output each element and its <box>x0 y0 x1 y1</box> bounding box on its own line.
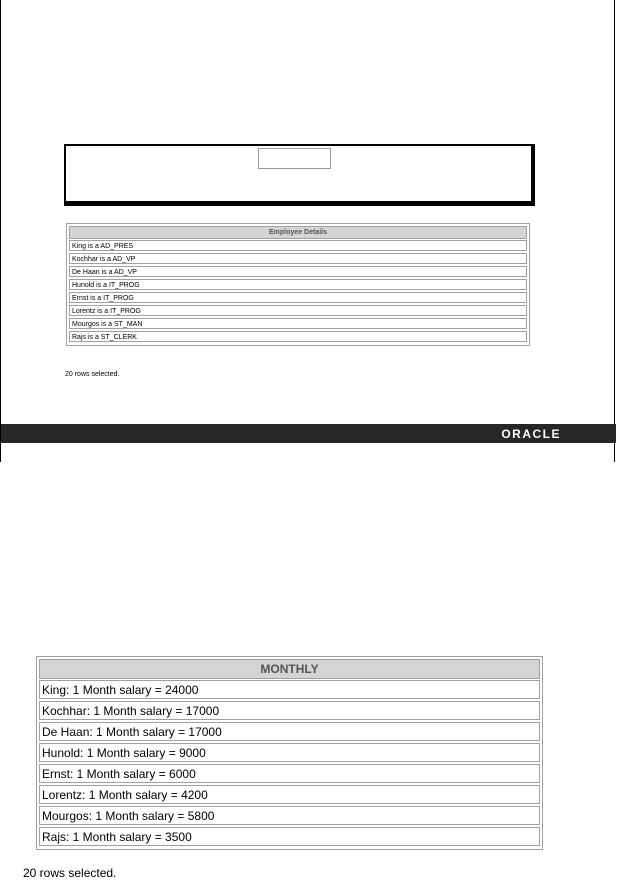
code-box <box>64 144 535 206</box>
table-row: Rajs: 1 Month salary = 3500 <box>39 827 540 846</box>
rows-selected-note: 20 rows selected. <box>23 866 117 880</box>
table-row: King: 1 Month salary = 24000 <box>39 680 540 699</box>
table-row: Hunold is a IT_PROG <box>69 279 527 290</box>
monthly-salary-table <box>36 656 543 850</box>
table-row: Kochhar: 1 Month salary = 17000 <box>39 701 540 720</box>
table-row: Hunold: 1 Month salary = 9000 <box>39 743 540 762</box>
rows-selected-note: 20 rows selected. <box>65 371 120 378</box>
table-row: Ernst is a IT_PROG <box>69 292 527 303</box>
table-row: Lorentz is a IT_PROG <box>69 305 527 316</box>
table-row: Mourgos is a ST_MAN <box>69 318 527 329</box>
table-header: Employee Details <box>69 226 527 239</box>
table-row: King is a AD_PRES <box>69 240 527 251</box>
table-row: Kochhar is a AD_VP <box>69 253 527 264</box>
employee-details-table <box>66 223 530 346</box>
table-header: MONTHLY <box>39 659 540 679</box>
table-row: De Haan: 1 Month salary = 17000 <box>39 722 540 741</box>
table-row: Rajs is a ST_CLERK <box>69 331 527 342</box>
table-row: Lorentz: 1 Month salary = 4200 <box>39 785 540 804</box>
table-row: Ernst: 1 Month salary = 6000 <box>39 764 540 783</box>
oracle-footer-bar <box>1 424 616 443</box>
table-row: De Haan is a AD_VP <box>69 266 527 277</box>
table-row: Mourgos: 1 Month salary = 5800 <box>39 806 540 825</box>
code-placeholder <box>258 148 331 169</box>
oracle-logo: ORACLE <box>501 427 561 441</box>
